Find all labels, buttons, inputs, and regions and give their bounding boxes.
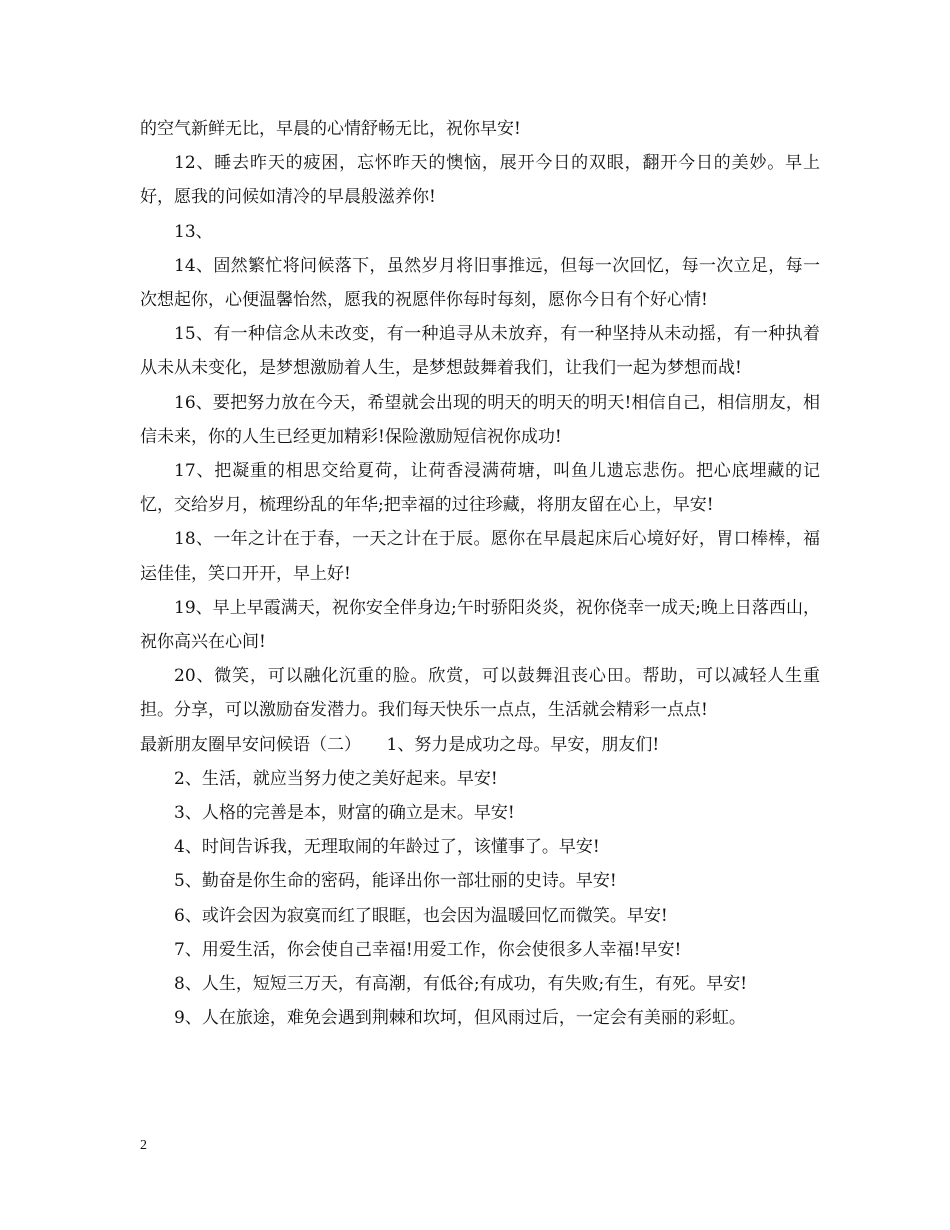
paragraph-item-2: 2、生活，就应当努力使之美好起来。早安! [174,768,498,789]
paragraph-item-8: 8、人生，短短三万天，有高潮，有低谷;有成功，有失败;有生，有死。早安! [174,974,748,995]
paragraph-item-16: 16、要把努力放在今天，希望就会出现的明天的明天的明天!相信自己，相信朋友，相信未来，你的人生已经更加精彩!保险激励短信祝你成功! [140,392,820,447]
paragraph-item-5: 5、勤奋是你生命的密码，能译出你一部壮丽的史诗。早安! [174,871,617,892]
paragraph-item-18: 18、一年之计在于春，一天之计在于辰。愿你在早晨起床后心境好好，胃口棒棒，福运佳佳，笑口开开，早上好! [140,529,820,584]
paragraph-item-7: 7、用爱生活，你会使自己幸福!用爱工作，你会使很多人幸福!早安! [174,939,682,960]
paragraph-item-14: 14、固然繁忙将问候落下，虽然岁月将旧事推远，但每一次回忆，每一次立足，每一次想起你，心便温馨怡然，愿我的祝愿伴你每时每刻，愿你今日有个好心情! [140,255,820,311]
paragraph-continuation: 的空气新鲜无比，早晨的心情舒畅无比，祝你早安! [140,119,521,139]
paragraph-item-3: 3、人格的完善是本，财富的确立是末。早安! [174,803,515,824]
paragraph-item-20: 20、微笑，可以融化沉重的脸。欣赏，可以鼓舞沮丧心田。帮助，可以减轻人生重担。分享，可以激励奋发潜力。我们每天快乐一点点，生活就会精彩一点点! [140,666,820,721]
paragraph-item-12: 12、睡去昨天的疲困，忘怀昨天的懊恼，展开今日的双眼，翻开今日的美妙。早上好，愿我的问候如清冷的早晨般滋养你! [140,153,820,208]
section-heading-part-two: 最新朋友圈早安问候语（二） 1、努力是成功之母。早安，朋友们! [140,734,660,755]
paragraph-item-4: 4、时间告诉我，无理取闹的年龄过了，该懂事了。早安! [174,837,600,858]
paragraph-item-9: 9、人在旅途，难免会遇到荆棘和坎坷，但风雨过后，一定会有美丽的彩虹。 [174,1008,746,1029]
page-number: 2 [140,1138,147,1153]
document-body [140,112,820,1035]
paragraph-item-19: 19、早上早霞满天，祝你安全伴身边;午时骄阳炎炎，祝你侥幸一成天;晚上日落西山，祝你高兴在心间! [140,597,820,653]
paragraph-item-13: 13、 [174,221,213,242]
paragraph-item-17: 17、把凝重的相思交给夏荷，让荷香浸满荷塘，叫鱼儿遗忘悲伤。把心底埋藏的记忆，交给岁月，梳理纷乱的年华;把幸福的过往珍藏，将朋友留在心上，早安! [140,461,820,516]
paragraph-item-15: 15、有一种信念从未改变，有一种追寻从未放弃，有一种坚持从未动摇，有一种执着从未从未变化，是梦想激励着人生，是梦想鼓舞着我们，让我们一起为梦想而战! [140,324,820,379]
paragraph-item-6: 6、或许会因为寂寞而红了眼眶，也会因为温暖回忆而微笑。早安! [174,905,668,926]
